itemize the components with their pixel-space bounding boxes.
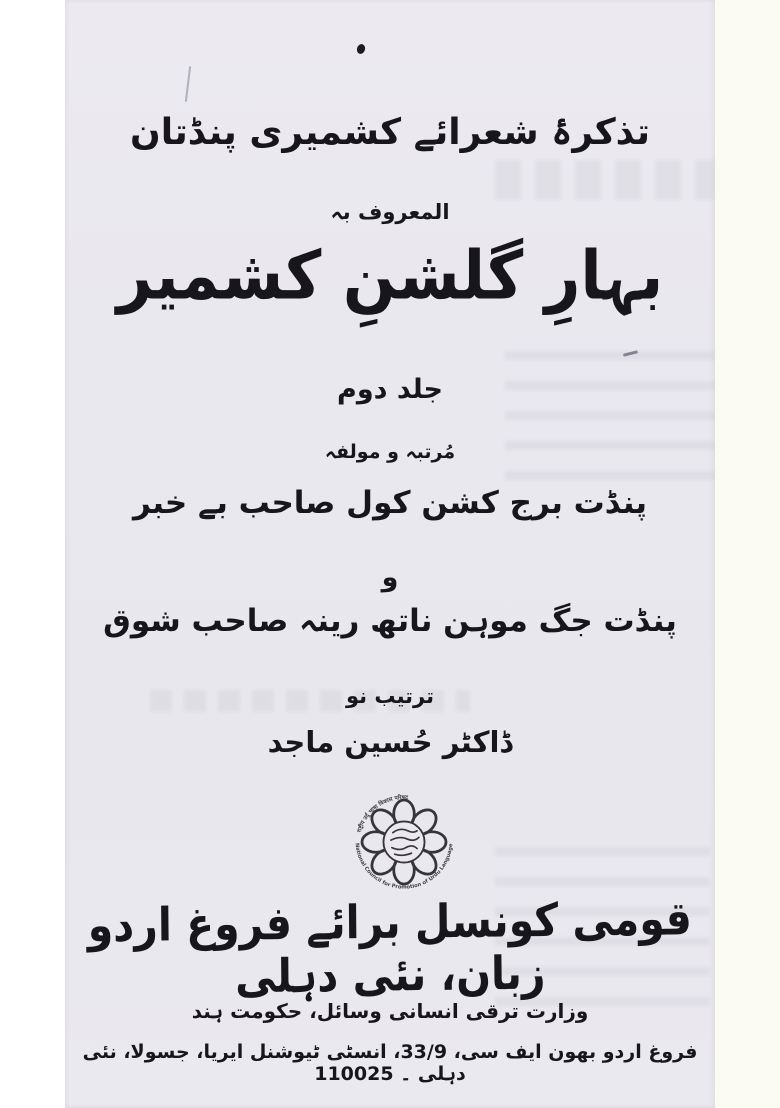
ministry-line: وزارت ترقی انسانی وسائل، حکومت ہند <box>191 999 589 1023</box>
ncpul-seal <box>345 786 463 898</box>
volume-label: جلد دوم <box>337 374 443 405</box>
compiler-name-2: پنڈت جگ موہن ناتھ رینہ صاحب شوق <box>103 603 677 639</box>
editor-name: ڈاکٹر حُسین ماجد <box>267 725 513 759</box>
rearrangement-label: ترتیب نو <box>346 684 434 708</box>
conjunction-and: و <box>381 562 399 593</box>
scratch-artifact <box>185 66 191 102</box>
series-title: تذکرۂ شعرائے کشمیری پنڈتان <box>130 112 650 153</box>
compiler-name-1: پنڈت برج کشن کول صاحب بے خبر <box>132 485 648 521</box>
compiled-by-label: مُرتبہ و مولفہ <box>324 441 456 463</box>
book-title-page-scan <box>65 0 715 1108</box>
publisher-address: فروغ اردو بھون ایف سی، 33/9، انسٹی ٹیوشنل ایریا، جسولا، نئی دہلی ۔ 110025 <box>82 1041 698 1085</box>
seal-ring-text-bottom: National Council for Promotion of Urdu Language <box>353 842 455 891</box>
seal-ring-text-top: राष्ट्रीय उर्दू भाषा विकास परिषद् <box>356 795 409 834</box>
seal-inner-circle <box>383 821 424 862</box>
publisher-calligraphy: قومی کونسل برائے فروغ اردو زبان، نئی دہلی <box>87 891 693 1004</box>
scan-right-margin <box>715 0 780 1108</box>
main-title: بہارِ گلشنِ کشمیر <box>116 236 664 315</box>
ncpul-seal-graphic <box>345 786 463 898</box>
known-as-label: المعروف بہ <box>330 200 450 224</box>
ink-spot-artifact <box>356 43 367 55</box>
scratch-artifact <box>623 350 638 357</box>
bleedthrough-artifact <box>495 160 715 200</box>
